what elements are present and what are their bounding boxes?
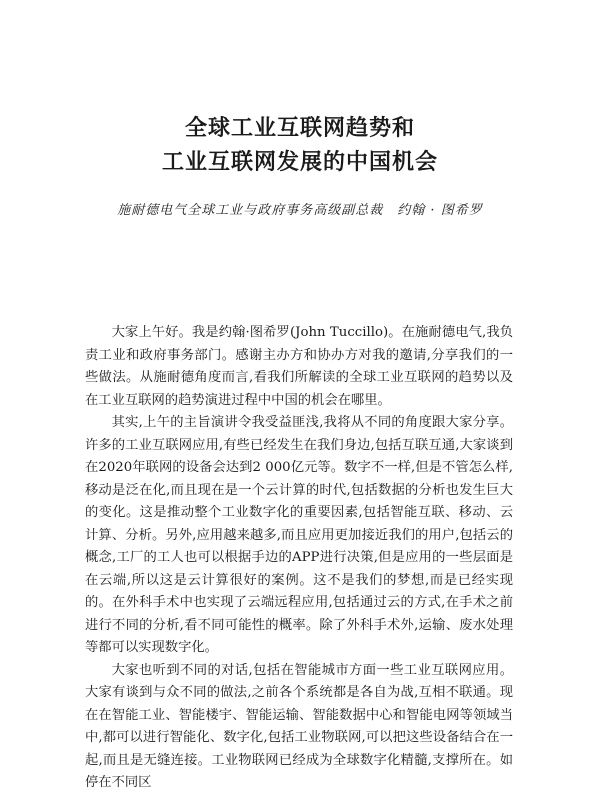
paragraph-1: 大家上午好。我是约翰·图希罗(John Tuccillo)。在施耐德电气,我负责工业和政府事务部门。感谢主办方和协办方对我的邀请,分享我们的一些做法。从施耐德角度而言,看我们所解读的全球工业互联网的趋势以及在工业互联网的趋势演进过程中中国的机会在哪里。 [85, 325, 513, 408]
paragraph-2: 其实,上午的主旨演讲令我受益匪浅,我将从不同的角度跟大家分享。许多的工业互联网应用,有些已经发生在我们身边,包括互联互通,大家谈到在2020年联网的设备会达到2 000亿元等。数字不一样,但是不管怎么样,移动是泛在化,而且现在是一个云计算的时代,包括数据的分析也发生巨大的变化。这是推动整个工业数字化的重要因素,包括智能互联、移动、云计算、分析。另外,应用越来越多,而且应用更加接近我们的用户,包括云的概念,工厂的工人也可以根据手边的APP进行决策,但是应用的一些层面是在云端,所以这是云计算很好的案例。这不是我们的梦想,而是已经实现的。在外科手术中也实现了云端远程应用,包括通过云的方式,在手术之前进行不同的分析,看不同可能性的概率。除了外科手术外,运输、废水处理等都可以实现数字化。 [85, 415, 513, 655]
paragraph-3: 大家也听到不同的对话,包括在智能城市方面一些工业互联网应用。大家有谈到与众不同的做法,之前各个系统都是各自为战,互相不联通。现在在智能工业、智能楼宇、智能运输、智能数据中心和智能电网等领域当中,都可以进行智能化、数字化,包括工业物联网,可以把这些设备结合在一起,而且是无缝连接。工业物联网已经成为全球数字化精髓,支撑所在。如停在不同区 [85, 662, 513, 790]
author-byline: 施耐德电气全球工业与政府事务高级副总裁 约翰 · 图希罗 [117, 203, 483, 218]
body-text [85, 322, 513, 790]
title-line-2: 工业互联网发展的中国机会 [161, 150, 438, 175]
title-line-1: 全球工业互联网趋势和 [184, 116, 415, 141]
